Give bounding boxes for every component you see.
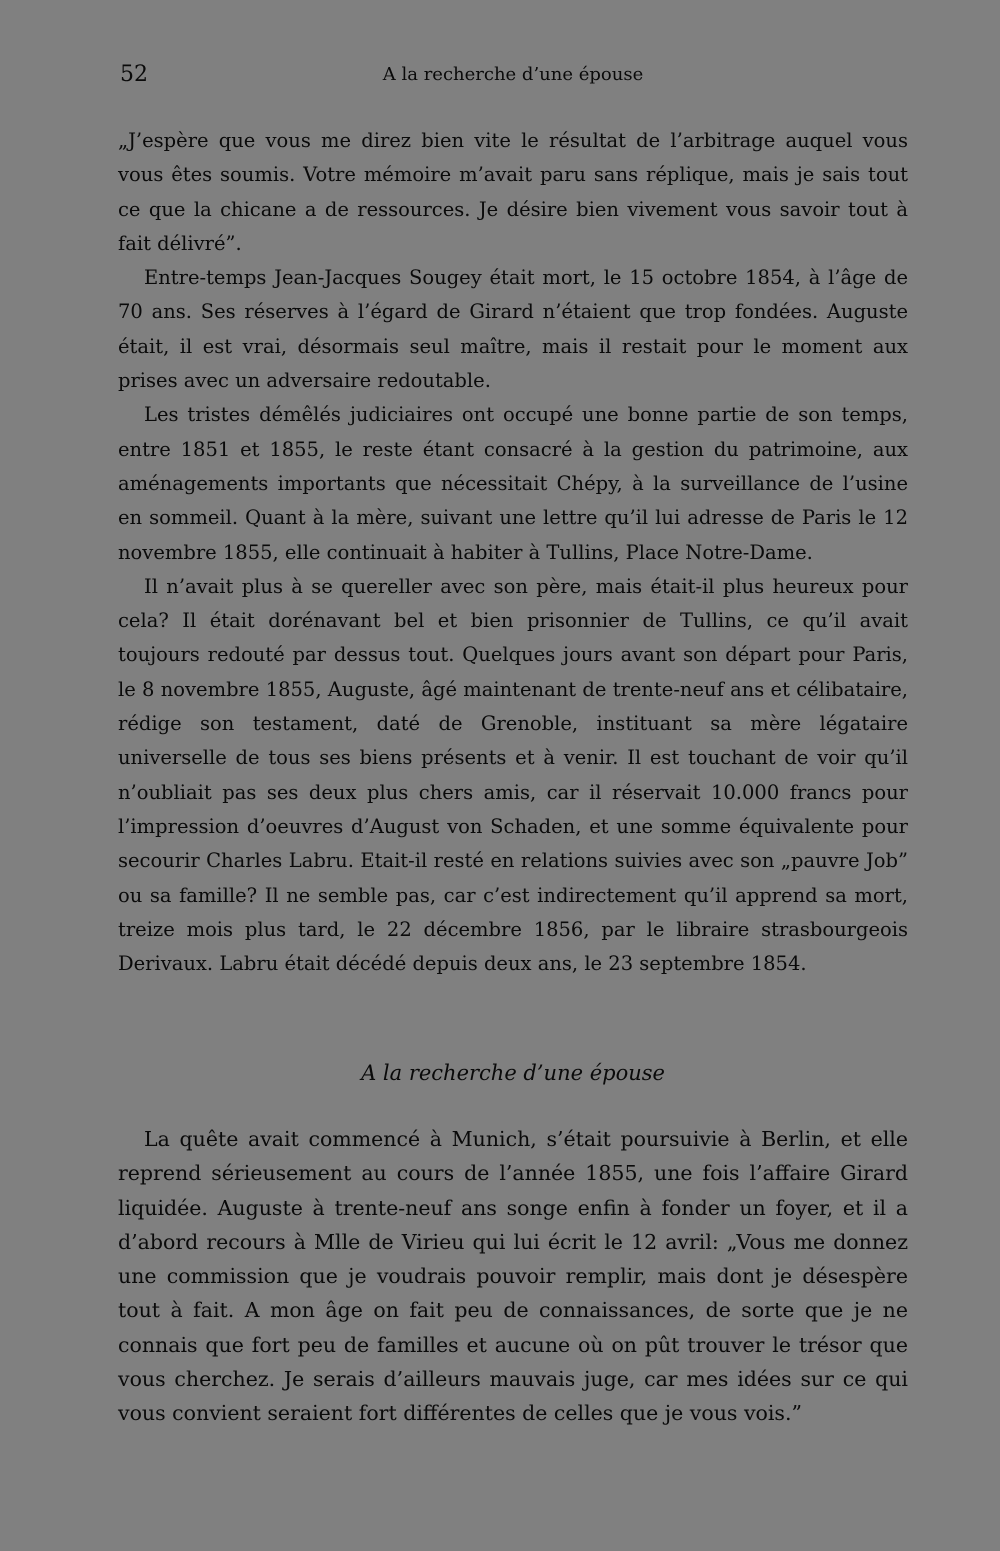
page-number: 52 bbox=[120, 62, 148, 87]
paragraph: Les tristes démêlés judiciaires ont occupé une bonne partie de son temps, entre 1851 et 1855, le reste étant consacré à la gestion du patrimoine, aux aménagements importants que nécessitait Chépy, à la surveillance de l’usine en sommeil. Quant à la mère, suivant une lettre qu’il lui adresse de Paris le 12 novembre 1855, elle continuait à habiter à Tullins, Place Notre-Dame. bbox=[118, 403, 908, 564]
running-head bbox=[118, 60, 908, 90]
paragraph: Il n’avait plus à se quereller avec son père, mais était-il plus heureux pour cela? Il était dorénavant bel et bien prisonnier de Tullins, ce qu’il avait toujours redouté par dessus tout. Quelques jours avant son départ pour Paris, le 8 novembre 1855, Auguste, âgé maintenant de trente-neuf ans et célibataire, rédige son testament, daté de Grenoble, instituant sa mère légataire universelle de tous ses biens présents et à venir. Il est touchant de voir qu’il n’oubliait pas ses deux plus chers amis, car il réservait 10.000 francs pour l’impression d’oeuvres d’August von Schaden, et une somme équivalente pour secourir Charles Labru. Etait-il resté en relations suivies avec son „pauvre Job” ou sa famille? Il ne semble pas, car c’est indirectement qu’il apprend sa mort, treize mois plus tard, le 22 décembre 1856, par le libraire strasbourgeois Derivaux. Labru était décédé depuis deux ans, le 23 septembre 1854. bbox=[118, 574, 908, 976]
paragraph: Entre-temps Jean-Jacques Sougey était mort, le 15 octobre 1854, à l’âge de 70 ans. Ses réserves à l’égard de Girard n’étaient que trop fondées. Auguste était, il est vrai, désormais seul maître, mais il restait pour le moment aux prises avec un adversaire redoutable. bbox=[118, 266, 908, 393]
body-text-bottom bbox=[118, 1122, 908, 1431]
paragraph: La quête avait commencé à Munich, s’était poursuivie à Berlin, et elle reprend sérieusement au cours de l’année 1855, une fois l’affaire Girard liquidée. Auguste à trente-neuf ans songe enfin à fonder un foyer, et il a d’abord recours à Mlle de Virieu qui lui écrit le 12 avril: „Vous me donnez une commission que je voudrais pouvoir remplir, mais dont je désespère tout à fait. A mon âge on fait peu de connaissances, de sorte que je ne connais que fort peu de familles et aucune où on pût trouver le trésor que vous cherchez. Je serais d’ailleurs mauvais juge, car mes idées sur ce qui vous convient seraient fort différentes de celles que je vous vois.” bbox=[118, 1127, 908, 1426]
paragraph: „J’espère que vous me direz bien vite le résultat de l’arbitrage auquel vous vous êtes soumis. Votre mémoire m’avait paru sans réplique, mais je sais tout ce que la chicane a de ressources. Je désire bien vivement vous savoir tout à fait délivré”. bbox=[118, 129, 908, 255]
book-page bbox=[118, 0, 908, 1551]
body-text-top bbox=[118, 124, 908, 981]
section-heading: A la recherche d’une épouse bbox=[361, 1061, 665, 1085]
running-title: A la recherche d’une épouse bbox=[382, 64, 644, 85]
